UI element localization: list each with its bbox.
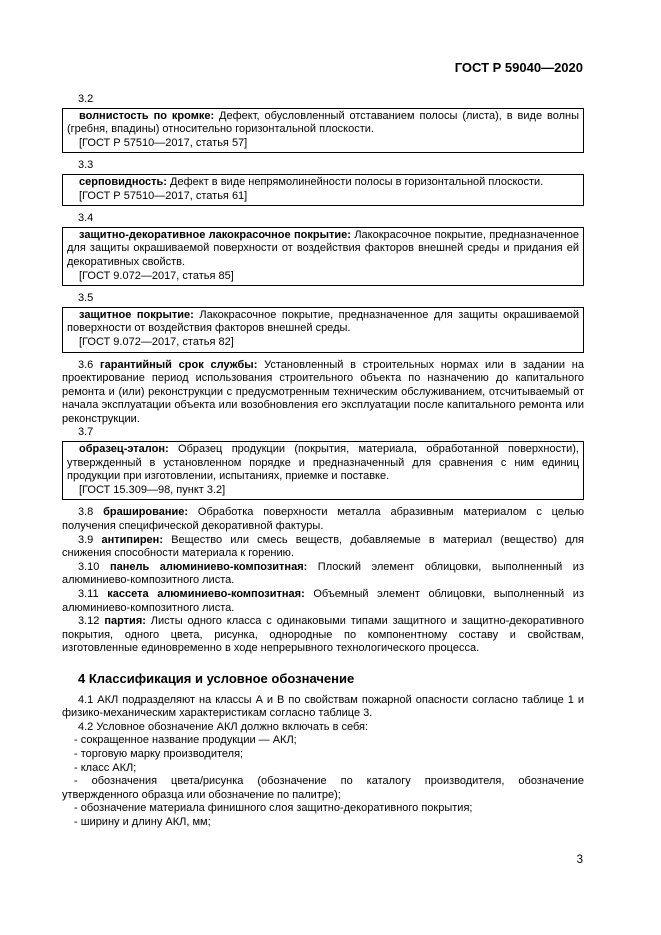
term-number: 3.12 bbox=[78, 615, 100, 628]
term-paragraph bbox=[62, 359, 584, 427]
term-text: Образец продукции (покрытия, материала, обработанной поверхности), утвержденный в установленном порядке и предназначенный для сравнения с ним единиц продукции при изготовлении, испытаниях, приемке и поставке. bbox=[67, 443, 579, 483]
term-text: Плоский элемент облицовки, выполненный из алюминиево-композитного листа. bbox=[62, 560, 584, 587]
designation-list bbox=[62, 734, 584, 829]
list-item: - обозначения цвета/рисунка (обозначение по каталогу производителя, обозначение утвержденного образца или обозначение по палитре); bbox=[62, 775, 584, 801]
term-text: Вещество или смесь веществ, добавляемые в материал (вещество) для снижения способности материала к горению. bbox=[62, 533, 585, 560]
term-reference: [ГОСТ 9.072—2017, статья 82] bbox=[79, 335, 234, 348]
page-content bbox=[62, 93, 584, 830]
term-box bbox=[62, 227, 584, 286]
term-text: Лакокрасочное покрытие, предназначенное для защиты окрашиваемой поверхности от воздействия факторов внешней среды. bbox=[67, 308, 579, 335]
term-reference: [ГОСТ 15.309—98, пункт 3.2] bbox=[79, 483, 226, 496]
term-box bbox=[62, 174, 584, 206]
term-number: 3.4 bbox=[78, 212, 94, 225]
term-paragraph bbox=[62, 534, 584, 561]
term-name: гарантийный срок службы: bbox=[100, 358, 258, 371]
clause-4-2: 4.2 Условное обозначение АКЛ должно включать в себя: bbox=[78, 720, 369, 733]
term-name: серповидность: bbox=[79, 175, 167, 188]
term-reference: [ГОСТ Р 57510—2017, статья 61] bbox=[79, 189, 248, 202]
term-text: Листы одного класса с одинаковыми типами защитного и защитно-декоративного покрытия, одного цвета, рисунка, однородные по компонентному составу и свойствам, изготовленные единовременно в ходе непрерывного технологического процесса. bbox=[62, 615, 584, 655]
term-number: 3.7 bbox=[78, 426, 94, 439]
term-name: кассета алюминиево-композитная: bbox=[107, 588, 305, 600]
term-number: 3.9 bbox=[78, 533, 94, 546]
term-paragraph bbox=[62, 506, 584, 533]
term-name: волнистость по кромке: bbox=[79, 109, 215, 122]
term-reference: [ГОСТ 9.072—2017, статья 85] bbox=[79, 269, 234, 282]
term-number: 3.6 bbox=[78, 358, 94, 371]
term-paragraph bbox=[62, 561, 584, 588]
term-text: Дефект в виде непрямолинейности полосы в горизонтальной плоскости. bbox=[166, 175, 544, 188]
page-number: 3 bbox=[576, 854, 583, 866]
list-item: - торговую марку производителя; bbox=[74, 747, 244, 760]
term-number: 3.3 bbox=[78, 159, 94, 172]
term-definition bbox=[67, 229, 579, 270]
document-header: ГОСТ Р 59040—2020 bbox=[454, 60, 583, 75]
term-number: 3.10 bbox=[78, 560, 100, 573]
term-name: партия: bbox=[104, 615, 146, 628]
term-name: образец-эталон: bbox=[79, 443, 169, 456]
term-paragraph bbox=[62, 588, 584, 615]
term-definition bbox=[67, 176, 579, 190]
term-text: Дефект, обусловленный отставанием полосы (листа), в виде волны (гребня, впадины) относительно горизонтальной плоскости. bbox=[67, 109, 579, 136]
list-item: - сокращенное название продукции — АКЛ; bbox=[74, 734, 297, 747]
term-name: браширование: bbox=[103, 506, 189, 519]
term-number: 3.2 bbox=[78, 93, 94, 105]
list-item: - обозначение материала финишного слоя защитно-декоративного покрытия; bbox=[74, 802, 473, 815]
term-definition bbox=[67, 309, 579, 336]
section-heading: 4 Классификация и условное обозначение bbox=[78, 670, 355, 686]
term-text: Обработка поверхности металла абразивным материалом с целью получения специфической декоративной фактуры. bbox=[62, 506, 584, 533]
term-name: защитно-декоративное лакокрасочное покрытие: bbox=[79, 228, 351, 241]
term-number: 3.8 bbox=[78, 506, 94, 519]
term-reference: [ГОСТ Р 57510—2017, статья 57] bbox=[79, 136, 248, 149]
list-item: - класс АКЛ; bbox=[74, 761, 137, 774]
term-name: антипирен: bbox=[101, 533, 163, 546]
term-text: Объемный элемент облицовки, выполненный из алюминиево-композитного листа. bbox=[62, 588, 584, 614]
term-box bbox=[62, 307, 584, 353]
term-box bbox=[62, 441, 584, 500]
term-definition bbox=[67, 443, 579, 484]
term-text: Лакокрасочное покрытие, предназначенное для защиты окрашиваемой поверхности от воздействия факторов внешней среды и придания ей декоративных свойств. bbox=[67, 228, 579, 268]
term-number: 3.11 bbox=[78, 588, 99, 600]
term-number: 3.5 bbox=[78, 292, 94, 305]
term-name: панель алюминиево-композитная: bbox=[109, 560, 308, 573]
term-box bbox=[62, 108, 584, 154]
term-name: защитное покрытие: bbox=[79, 308, 194, 321]
clause-4-1: 4.1 АКЛ подразделяют на классы А и В по свойствам пожарной опасности согласно таблице 1 и физико-механическим характеристикам согласно таблице 3. bbox=[62, 693, 584, 720]
term-paragraph bbox=[62, 615, 584, 656]
list-item: - ширину и длину АКЛ, мм; bbox=[74, 815, 211, 828]
term-definition bbox=[67, 110, 579, 137]
term-text: Установленный в строительных нормах или в задании на проектирование период использования строительного объекта по назначению до капитального ремонта и (или) реконструкции с предусмотренным техническим обслуживанием, отсчитываемый от начала эксплуатации объекта или возобновления его эксплуатации после капитального ремонта или реконструкции. bbox=[62, 358, 584, 425]
